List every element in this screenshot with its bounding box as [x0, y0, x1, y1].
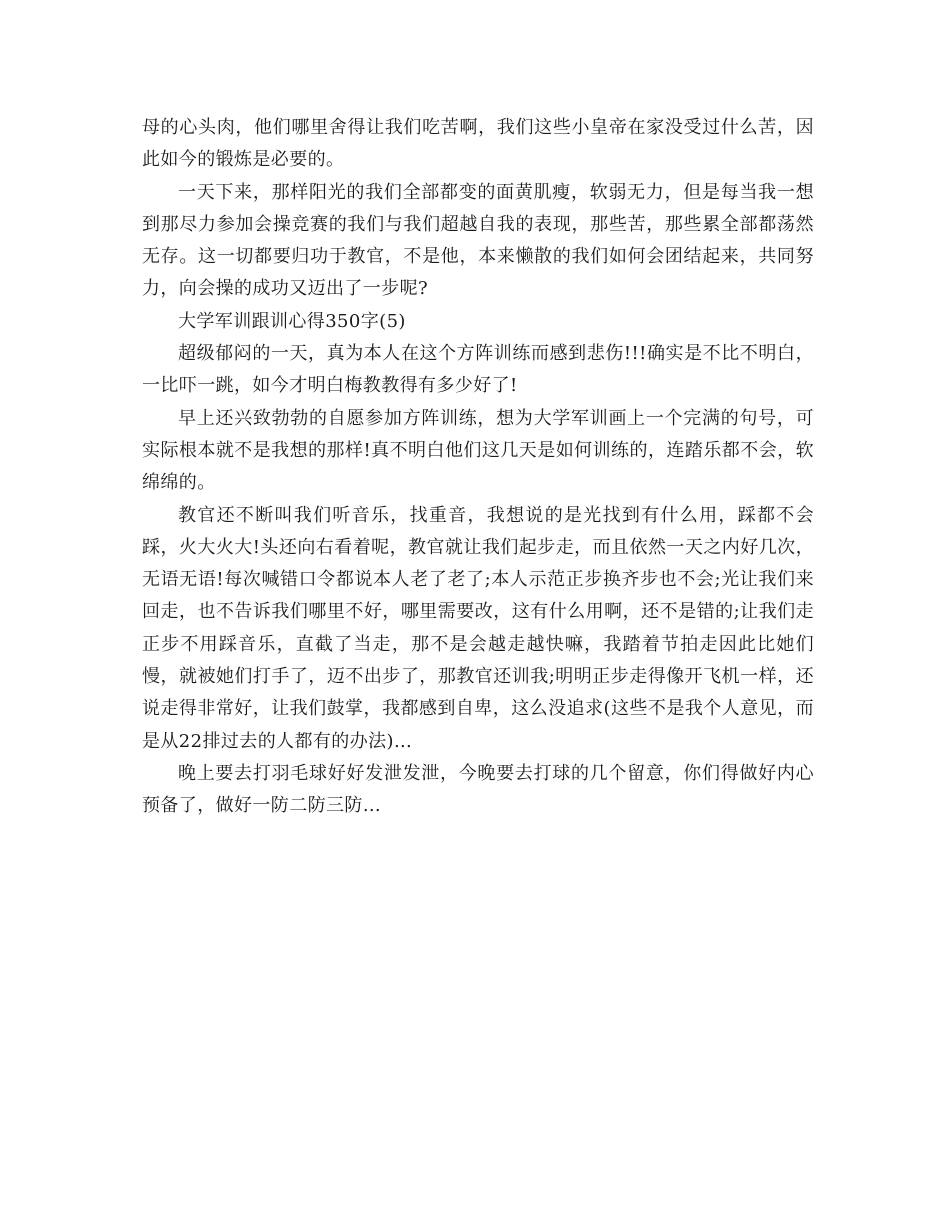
section-heading: 大学军训跟训心得350字(5)	[178, 310, 406, 332]
paragraph: 早上还兴致勃勃的自愿参加方阵训练，想为大学军训画上一个完满的句号，可实际根本就不是我想的那样!真不明白他们这几天是如何训练的，连踏乐都不会，软绵绵的。	[142, 407, 814, 494]
document-body	[142, 112, 814, 823]
paragraph: 晚上要去打羽毛球好好发泄发泄，今晚要去打球的几个留意，你们得做好内心预备了，做好一防二防三防…	[142, 762, 814, 817]
paragraph: 一天下来，那样阳光的我们全部都变的面黄肌瘦，软弱无力，但是每当我一想到那尽力参加会操竞赛的我们与我们超越自我的表现，那些苦，那些累全部都荡然无存。这一切都要归功于教官，不是他，本来懒散的我们如何会团结起来，共同努力，向会操的成功又迈出了一步呢?	[142, 181, 814, 300]
paragraph: 超级郁闷的一天，真为本人在这个方阵训练而感到悲伤!!!确实是不比不明白，一比吓一跳，如今才明白梅教教得有多少好了!	[142, 343, 814, 397]
paragraph-continued: 母的心头肉，他们哪里舍得让我们吃苦啊，我们这些小皇帝在家没受过什么苦，因此如今的锻炼是必要的。	[142, 117, 814, 171]
paragraph: 教官还不断叫我们听音乐，找重音，我想说的是光找到有什么用，踩都不会踩，火大火大!头还向右看着呢，教官就让我们起步走，而且依然一天之内好几次，无语无语!每次喊错口令都说本人老了老了;本人示范正步换齐步也不会;光让我们来回走，也不告诉我们哪里不好，哪里需要改，这有什么用啊，还不是错的;让我们走正步不用踩音乐，直截了当走，那不是会越走越快嘛，我踏着节拍走因此比她们慢，就被她们打手了，迈不出步了，那教官还训我;明明正步走得像开飞机一样，还说走得非常好，让我们鼓掌，我都感到自卑，这么没追求(这些不是我个人意见，而是从22排过去的人都有的办法)…	[142, 504, 814, 752]
